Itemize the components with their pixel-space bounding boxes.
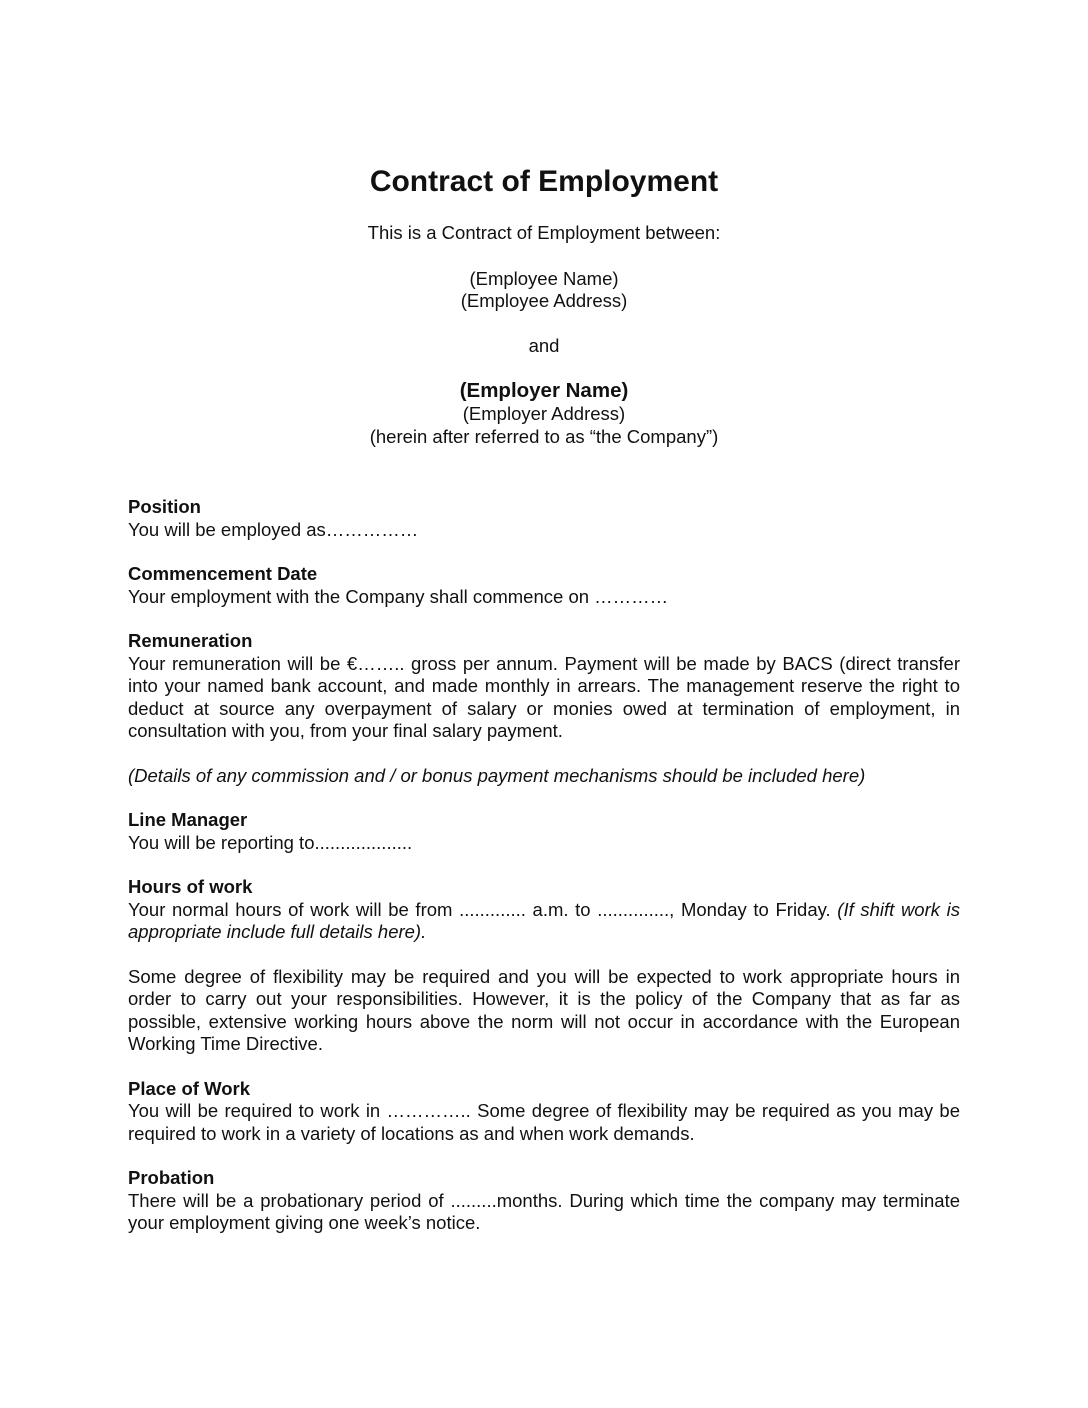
- section-position: [128, 496, 960, 541]
- section-text: Your employment with the Company shall commence on …………: [128, 585, 669, 607]
- employer-referred-as: (herein after referred to as “the Company”): [369, 425, 719, 447]
- section-text: You will be reporting to...................: [128, 831, 413, 853]
- section-text: There will be a probationary period of .........months. During which time the company may terminate your employment giving one week’s notice.: [128, 1189, 960, 1233]
- section-heading: Probation: [128, 1167, 215, 1188]
- section-heading: Position: [128, 496, 201, 517]
- section-heading: Hours of work: [128, 876, 253, 897]
- document-header: [0, 164, 1088, 448]
- employer-address: (Employer Address): [462, 403, 626, 424]
- hours-text: Your normal hours of work will be from ............. a.m. to .............., Monday to Friday.: [128, 898, 831, 920]
- section-commencement-date: [128, 563, 960, 608]
- section-text: You will be required to work in ………….. Some degree of flexibility may be required as you may be required to work in a variety of locations as and when work demands.: [128, 1100, 960, 1144]
- intro-line: This is a Contract of Employment between:: [367, 222, 721, 243]
- section-text-2: Some degree of flexibility may be required and you will be expected to work appropriate hours in order to carry out your responsibilities. However, it is the policy of the Company that as far as possible, extensive working hours above the norm will not occur in accordance with the European Working Time Directive.: [128, 965, 960, 1054]
- employee-name: (Employee Name): [469, 267, 619, 289]
- section-hours-of-work: [128, 876, 960, 1056]
- section-line-manager: [128, 809, 960, 854]
- and-separator: and: [528, 334, 560, 356]
- section-remuneration: [128, 630, 960, 787]
- hours-note: (If shift work is appropriate include full details here).: [128, 898, 961, 942]
- section-probation: [128, 1167, 960, 1235]
- section-note: (Details of any commission and / or bonus payment mechanisms should be included here): [128, 764, 866, 786]
- section-text: [128, 899, 960, 944]
- contract-body: [128, 496, 960, 1257]
- section-heading: Place of Work: [128, 1077, 251, 1099]
- section-heading: Remuneration: [128, 630, 253, 651]
- section-text: You will be employed as……………: [128, 518, 419, 540]
- document-title: Contract of Employment: [369, 165, 719, 198]
- employee-block: [0, 268, 1088, 313]
- section-text: Your remuneration will be €…….. gross per annum. Payment will be made by BACS (direct transfer into your named bank account, and made monthly in arrears. The management reserve the right to deduct at source any overpayment of salary or monies owed at termination of employment, in consultation with you, from your final salary payment.: [128, 652, 960, 741]
- section-heading: Commencement Date: [128, 563, 318, 584]
- employee-address: (Employee Address): [460, 290, 628, 311]
- section-heading: Line Manager: [128, 809, 248, 830]
- employer-name: (Employer Name): [459, 379, 629, 402]
- section-place-of-work: [128, 1078, 960, 1146]
